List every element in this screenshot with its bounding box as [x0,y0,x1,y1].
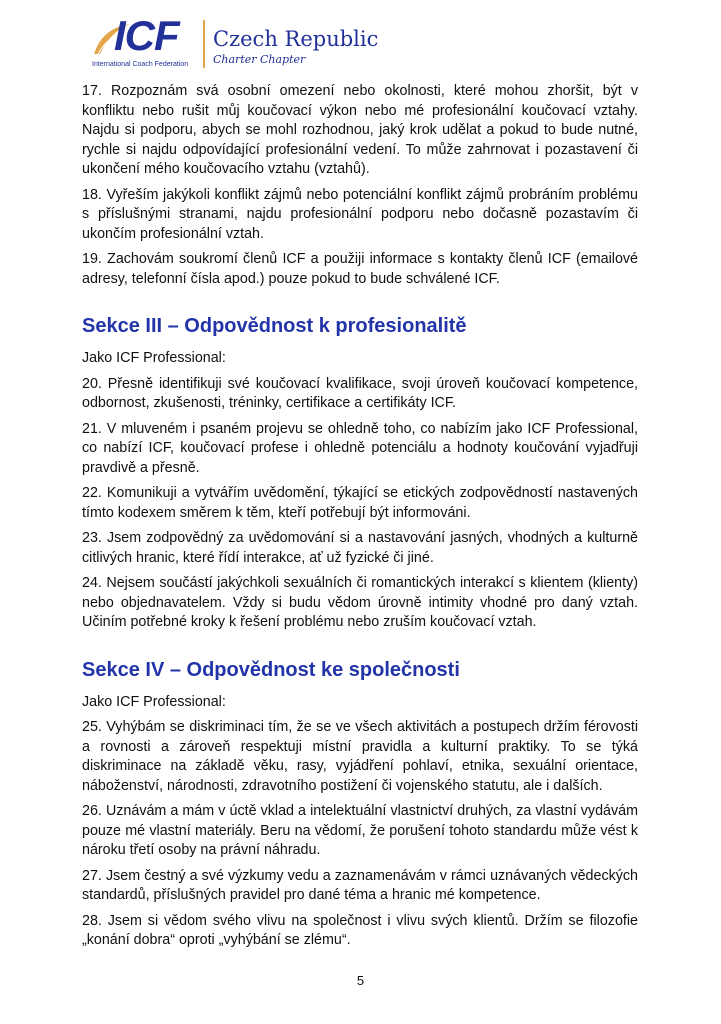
logo-federation-text: International Coach Federation [92,61,189,68]
paragraph-26: 26. Uznávám a mám v úctě vklad a intelektuální vlastnictví druhých, za vlastní vydávám pouze mé vlastní materiály. Beru na vědomí, že porušení tohoto standardu může vést k nároku třetí osoby na právní náhradu. [82,803,638,858]
section-4 [82,657,638,951]
section-4-heading: Sekce IV – Odpovědnost ke společnosti [82,658,460,681]
section-4-lead: Jako ICF Professional: [82,693,226,710]
paragraph-22: 22. Komunikuji a vytvářím uvědomění, týkající se etických zodpovědností nastavených tímto kodexem směrem k těm, kteří potřebují být informováni. [82,485,638,521]
paragraph-19: 19. Zachovám soukromí členů ICF a použiji informace s kontakty členů ICF (emailové adresy, telefonní čísla apod.) pouze pokud to bude schválené ICF. [82,251,638,287]
section-3 [82,313,638,633]
section-3-lead: Jako ICF Professional: [82,350,226,366]
chapter-title: Czech Republic [213,27,379,51]
chapter-subtitle: Charter Chapter [213,53,306,66]
paragraph-23: 23. Jsem zodpovědný za uvědomování si a nastavování jasných, vhodných a kulturně citlivých hranic, které řídí interakce, ať už fyzické či jiné. [82,530,638,566]
icf-czech-logo [92,0,392,72]
paragraph-17: 17. Rozpoznám svá osobní omezení nebo okolnosti, které mohou zhoršit, být v konfliktu nebo rušit můj koučovací výkon nebo mé profesionální koučovací vztahy. Najdu si podporu, abych se mohl rozhodnou, jaký krok udělat a pokud to bude nutné, rychle si najdu odpovídající profesionální vedení. To může zahrnovat i pozastavení či ukončení mého koučovacího vztahu (vztahů). [82,83,638,177]
paragraph-18: 18. Vyřeším jakýkoli konflikt zájmů nebo potenciální konflikt zájmů probráním problému s příslušnými stranami, najdu profesionální podporu nebo dočasně pozastavím či ukončím profesionální vztah. [82,186,638,242]
section-3-heading: Sekce III – Odpovědnost k profesionalitě [82,315,467,337]
page-number: 5 [356,972,365,988]
paragraph-25: 25. Vyhýbám se diskriminaci tím, že se ve všech aktivitách a postupech držím férovosti a rovnosti a zároveň respektuji místní pravidla a kulturní praktiky. To se týká diskriminace na základě věku, rasy, vyjádření pohlaví, etnika, sexuální orientace, náboženství, národnosti, zdravotního postižení či vojenského statutu, ale i dalších. [82,719,638,794]
paragraph-27: 27. Jsem čestný a své výzkumy vedu a zaznamenávám v rámci uznávaných vědeckých standardů, příslušných pravidel pro dané téma a hranic mé kompetence. [82,867,638,903]
logo-icf-text: ICF [114,12,179,59]
logo-divider [203,20,205,68]
paragraph-28: 28. Jsem si vědom svého vlivu na společnost i vlivu svých klientů. Držím se filozofie „konání dobra“ oproti „vyhýbání se zlému“. [82,912,638,948]
intro-paragraphs [82,82,638,289]
paragraph-24: 24. Nejsem součástí jakýchkoli sexuálních či romantických interakcí s klientem (klienty) nebo objednavatelem. Vždy si budu vědom úrovně intimity vhodné pro daný vztah. Učiním potřebné kroky k řešení problému nebo zruším koučovací vztah. [82,575,638,630]
page-content [82,72,638,951]
paragraph-20: 20. Přesně identifikuji své koučovací kvalifikace, svoji úroveň koučovací kompetence, odbornost, zkušenosti, tréninky, certifikace a certifikáty ICF. [82,375,638,411]
paragraph-21: 21. V mluveném i psaném projevu se ohledně toho, co nabízím jako ICF Professional, co nabízí ICF, koučovací profese i ohledně potenciálu a hodnoty koučování vyjadřuji pravdivě a přesně. [82,420,638,476]
